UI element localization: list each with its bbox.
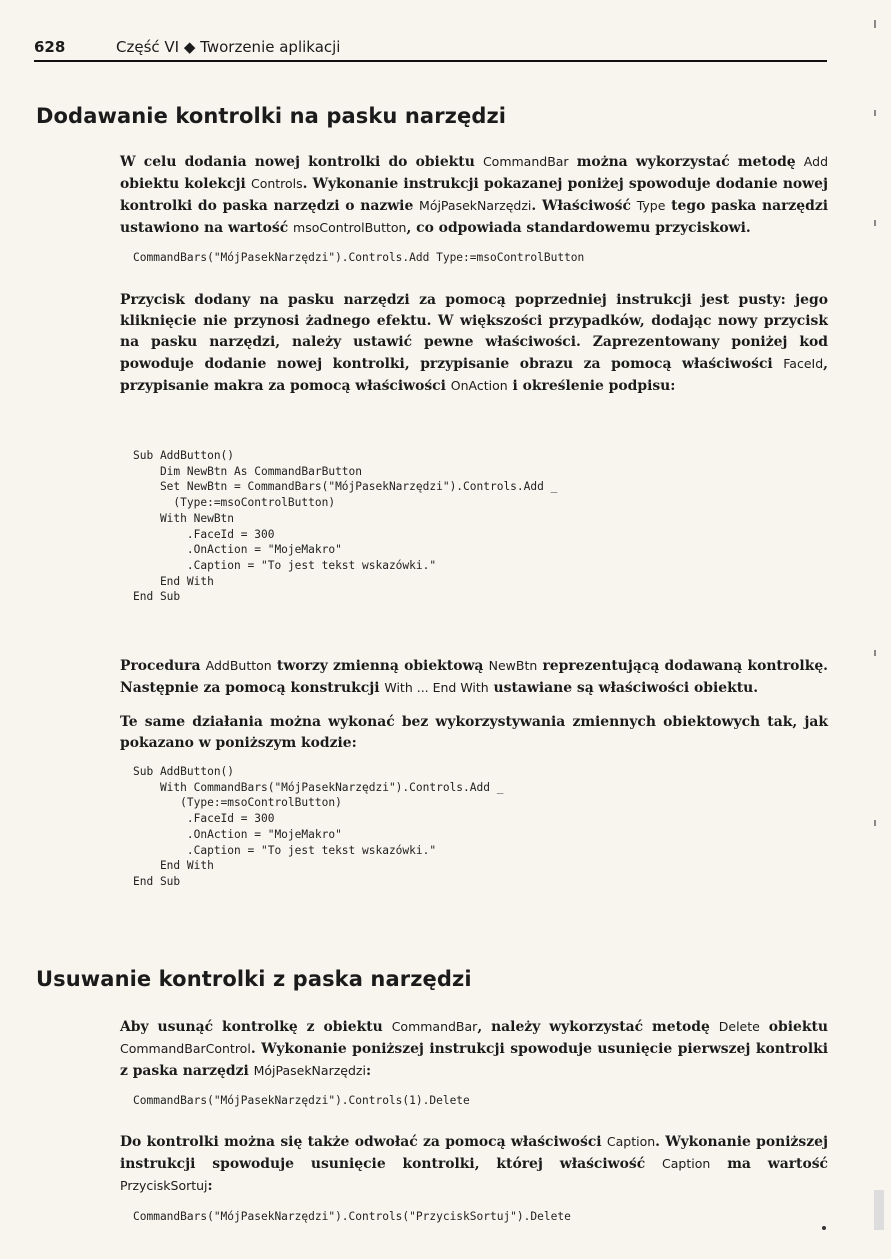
paragraph-delete-by-caption: Do kontrolki można się także odwołać za pomocą właściwości Caption. Wykonanie poniższej instrukcji spowoduje usunięcie kontrolki, której właściwość Caption ma wartość PrzyciskSortuj: xyxy=(120,1134,829,1194)
paragraph-empty-button: Przycisk dodany na pasku narzędzi za pomocą poprzedniej instrukcji jest pusty: jego kliknięcie nie przynosi żadnego efektu. W większości przypadków, dodając nowy przycisk na pasku narzędzi, należy ustawić pewne właściwości. Zaprezentowany poniżej kod powoduje dodanie nowej kontrolki, przypisanie obrazu za pomocą właściwości FaceId, przypisanie makra za pomocą właściwości OnAction i określenie podpisu: xyxy=(120,292,828,394)
paragraph-addbutton-explained: Procedura AddButton tworzy zmienną obiektową NewBtn reprezentującą dodawaną kontrolkę. Następnie za pomocą konstrukcji With ... End With ustawiane są właściwości obiektu. xyxy=(120,658,829,696)
header-rule xyxy=(34,60,827,62)
scan-mark xyxy=(874,220,876,226)
scan-mark xyxy=(874,20,876,28)
part-title: Część VI ◆ Tworzenie aplikacji xyxy=(116,38,341,56)
code-delete-by-caption: CommandBars("MójPasekNarzędzi").Controls("PrzyciskSortuj").Delete xyxy=(133,1210,571,1223)
scan-dot xyxy=(822,1226,826,1230)
paragraph-delete-intro: Aby usunąć kontrolkę z obiektu CommandBar, należy wykorzystać metodę Delete obiektu CommandBarControl. Wykonanie poniższej instrukcji spowoduje usunięcie pierwszej kontrolki z paska narzędzi MójPasekNarzędzi: xyxy=(120,1019,828,1079)
running-header xyxy=(34,38,827,62)
scan-mark xyxy=(874,1190,884,1230)
code-addbutton-with: Sub AddButton() With CommandBars("MójPasekNarzędzi").Controls.Add _ (Type:=msoControlButton) .FaceId = 300 .OnAction = "MojeMakro" .Caption = "To jest tekst wskazówki." End With End Sub xyxy=(133,765,504,888)
scan-mark xyxy=(874,820,876,826)
code-delete-first: CommandBars("MójPasekNarzędzi").Controls(1).Delete xyxy=(133,1094,470,1107)
scan-mark xyxy=(874,650,876,656)
section-heading-adding: Dodawanie kontrolki na pasku narzędzi xyxy=(36,104,507,128)
paragraph-intro: W celu dodania nowej kontrolki do obiektu CommandBar można wykorzystać metodę Add obiektu kolekcji Controls. Wykonanie instrukcji pokazanej poniżej spowoduje dodanie nowej kontrolki do paska narzędzi o nazwie MójPasekNarzędzi. Właściwość Type tego paska narzędzi ustawiono na wartość msoControlButton, co odpowiada standardowemu przyciskowi. xyxy=(120,154,829,236)
paragraph-without-variables: Te same działania można wykonać bez wykorzystywania zmiennych obiektowych tak, jak pokazano w poniższym kodzie: xyxy=(120,714,828,751)
page-number: 628 xyxy=(34,38,66,56)
code-addbutton-variable: Sub AddButton() Dim NewBtn As CommandBarButton Set NewBtn = CommandBars("MójPasekNarzędzi").Controls.Add _ (Type:=msoControlButton) With NewBtn .FaceId = 300 .OnAction = "MojeMakro" .Caption = "To jest tekst wskazówki." End With End Sub xyxy=(133,449,558,604)
scan-mark xyxy=(874,110,876,116)
section-heading-removing: Usuwanie kontrolki z paska narzędzi xyxy=(36,967,472,991)
code-add-control: CommandBars("MójPasekNarzędzi").Controls.Add Type:=msoControlButton xyxy=(133,251,585,264)
